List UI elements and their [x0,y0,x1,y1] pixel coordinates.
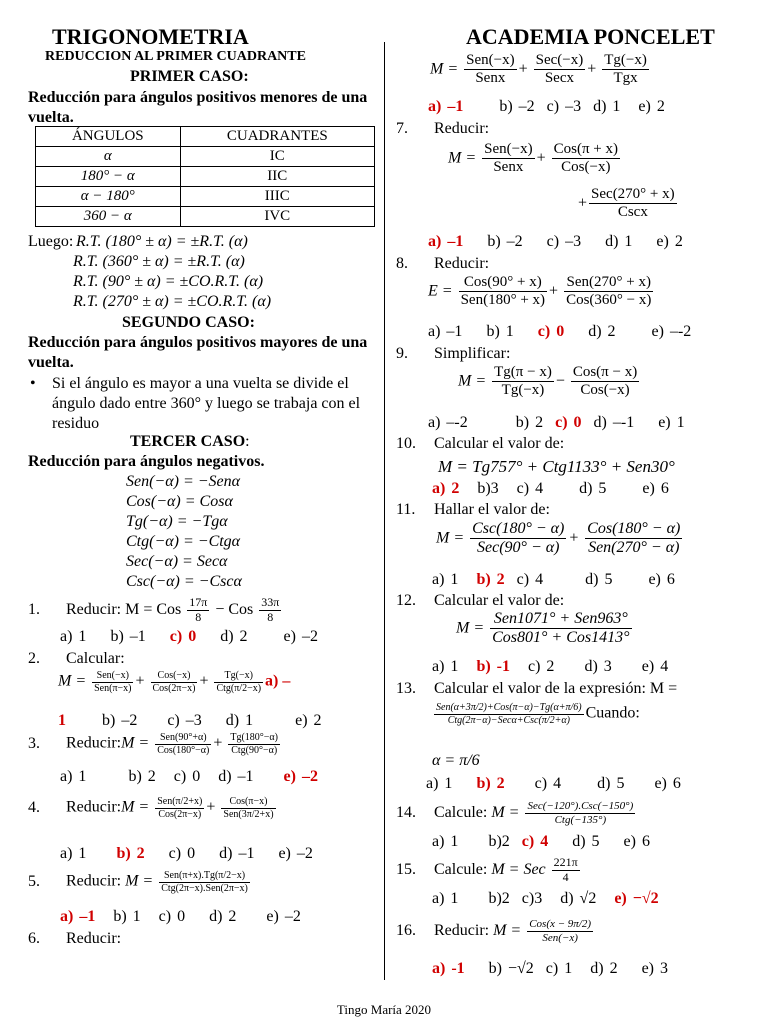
fraction: $\frac{Tg(-x)}{\text{Tgx}}$ [604,52,647,87]
option[interactable]: a) –-2 [428,414,468,431]
option[interactable]: d) 5 [572,833,600,850]
fraction: $\frac{\text{Cos(π − x)}}{\text{Cos(−x)}}$ [572,364,638,399]
problem-11-header [396,501,550,519]
problem-number: 1. [28,600,40,618]
case2-title: SEGUNDO CASO: [122,314,255,331]
option[interactable]: a) 1 [60,768,87,785]
options-13 [426,775,681,793]
option[interactable]: a) 1 [60,628,87,645]
option[interactable]: e) 6 [623,833,650,850]
option[interactable]: b) 2 [515,414,544,431]
option[interactable]: d) 2 [588,323,616,340]
answer[interactable]: c) 4 [521,833,549,850]
fraction: $\frac{\text{Sec(270° + x)}}{\text{Cscx}}$ [591,186,675,221]
fraction: $\frac{\text{Sen(−x)}}{\text{Senx}}$ [466,52,515,87]
problem-number: 15. [396,860,416,878]
option[interactable]: c)3 [521,890,543,907]
option[interactable]: c) –3 [546,98,582,115]
option[interactable]: a) –1 [428,323,463,340]
option[interactable]: b) –2 [499,98,535,115]
options-5 [60,908,301,926]
identity: Cos(−α) = Cosα [126,493,233,510]
lhs: M = [448,149,477,167]
problem-number: 16. [396,921,416,939]
problem-text: Calcular el valor de: [434,592,565,609]
option[interactable]: e) 1 [658,414,685,431]
table-header-row [36,127,375,147]
option[interactable]: e) –2 [278,845,313,862]
problem-15 [396,856,582,885]
rule: R.T. (90° ± α) = ±CO.R.T. (α) [73,273,264,290]
problem-text: Reducir: [66,872,122,890]
problem-number: 6. [28,930,40,947]
problem-text: Reducir: [434,120,490,137]
problem-10-expression: M = Tg757° + Ctg1133° + Sen30° [438,457,675,476]
lhs: E = [428,282,453,300]
answer[interactable]: b) 2 [116,845,145,862]
fraction: $\frac{\text{Cos(π + x)}}{\text{Cos(−x)}}$ [553,141,618,176]
problem-3: 3. Reducir:M = $\frac{\text{Sen(90°+α)}}{\text{Cos(180°−α)}}$ + $\frac{Tg(180^\circ-\alpha)}{\text{Ctg(90°−α)}}$ [28,732,279,756]
problem-10-header [396,435,564,453]
options-14 [432,833,650,851]
table-row [36,187,375,207]
problem-2-header [28,650,125,668]
answer[interactable]: b) 2 [476,775,505,792]
option[interactable]: d) 1 [593,98,621,115]
rule: R.T. (180° ± α) = ±R.T. (α) [76,233,248,250]
case3-colon: : [245,433,250,450]
options-3 [60,768,318,786]
answer[interactable]: c) 0 [555,414,582,431]
option[interactable]: d) 2 [590,960,618,977]
problem-number: 3. [28,734,40,752]
lhs: M = [121,798,150,816]
option[interactable]: e) 4 [641,658,669,675]
case3-description: Reducción para ángulos negativos. [28,453,265,470]
problem-number: 12. [396,592,416,609]
table-header: ÁNGULOS [36,127,181,147]
case2-bullet [30,374,375,434]
bullet-icon: • [30,375,36,392]
case1-description: Reducción para ángulos positivos menores de una vuelta. [28,89,368,126]
case1-title: PRIMER CASO: [130,68,249,85]
option[interactable]: e) 2 [638,98,665,115]
option[interactable]: a) 1 [426,775,453,792]
fraction: $\frac{Tg(-x)}{\text{Ctg(π/2−x)}}$ [216,670,262,694]
option[interactable]: b) 2 [128,768,156,785]
option[interactable]: d) 5 [579,480,607,497]
problem-number: 14. [396,803,416,821]
options-1 [60,628,318,646]
option[interactable]: b)2 [488,833,510,850]
problem-text: Reducir: [66,798,122,816]
subtitle: REDUCCION AL PRIMER CUADRANTE [45,49,306,64]
option[interactable]: a) 1 [432,571,459,588]
options-6 [428,98,665,116]
option[interactable]: c) 0 [158,908,186,925]
fraction: $\frac{\text{Csc(180° − α)}}{\text{Sec(90° − α)}}$ [472,520,565,557]
problem-16 [396,918,595,944]
cuando-label: Cuando: [585,704,640,722]
problem-text: Reducir: [66,930,122,947]
option[interactable]: d) 2 [220,628,248,645]
problem-number: 2. [28,650,40,667]
identity: Sen(−α) = −Senα [126,473,241,490]
fraction: $\frac{Tg(\pi - x)}{Tg(-x)}$ [494,364,552,399]
answer[interactable]: a) 2 [432,480,460,497]
answer[interactable]: e) –2 [283,768,318,785]
problem-text: Calcule: [434,803,488,821]
option[interactable]: e) 3 [641,960,668,977]
problem-text: Calcular: [66,650,125,667]
problem-12-expression [456,610,634,648]
fraction: $\frac{\text{Sen(−x)}}{\text{Senx}}$ [484,141,533,176]
answer[interactable]: e) −√2 [614,890,659,907]
option[interactable]: d) 3 [584,658,612,675]
option[interactable]: b) 1 [113,908,141,925]
problem-8-header [396,255,489,273]
fraction: $\frac{\text{Cos(x − 9π/2)}}{\text{Sen(−x)}}$ [529,918,592,944]
option[interactable]: c) 4 [516,571,544,588]
problem-1 [28,596,283,625]
problem-12-header [396,592,564,610]
fraction: $\frac{33\pi}{8}$ [261,595,280,624]
table-cell: IC [180,147,374,167]
options-4 [60,845,313,863]
problem-text: Reducir: [66,734,122,752]
fraction: $\frac{\text{Cos(π−x)}}{\text{Sen(3π/2+x)}}$ [223,796,274,820]
option[interactable]: e) –2 [283,628,318,645]
problem-13-expression [432,702,640,726]
option[interactable]: e) –2 [266,908,301,925]
column-divider [384,42,385,980]
case2-description: Reducción para ángulos positivos mayores de una vuelta. [28,334,368,371]
problem-text: Simplificar: [434,345,511,362]
answer[interactable]: b) 2 [476,571,505,588]
fraction: $\frac{\text{Sen(90°+α)}}{\text{Cos(180°−α)}}$ [157,732,210,756]
fraction: $\frac{\text{Sec(−x)}}{\text{Secx}}$ [535,52,584,87]
problem-number: 13. [396,680,416,697]
footer: Tingo María 2020 [336,1002,432,1017]
left-column [0,0,380,994]
fraction: $\frac{\text{Sec(−120°).Csc(−150°)}}{\text{Ctg(−135°)}}$ [527,800,634,826]
option[interactable]: e) 6 [648,571,675,588]
fraction: $\frac{221\pi}{4}$ [553,855,578,884]
problem-7-expression-cont: + $\frac{\text{Sec(270° + x)}}{\text{Cscx}}$ [578,186,675,221]
fraction: $\frac{\text{Cos(90° + x)}}{\text{Sen(180° + x)}}$ [460,274,546,309]
problem-text: Calcule: [434,860,488,878]
option[interactable]: e) 2 [295,712,322,729]
option[interactable]: b) –2 [102,712,138,729]
table-cell: α [36,147,181,167]
problem-text: Hallar el valor de: [434,501,550,518]
answer[interactable]: a) –1 [428,233,464,250]
problem-number: 8. [396,255,408,272]
option[interactable]: a) 1 [432,833,459,850]
options-11 [432,571,675,589]
fraction: $\frac{\text{Cos(180° − α)}}{\text{Sen(270° − α)}}$ [587,520,681,557]
problem-6-expression: M = $\frac{\text{Sen(−x)}}{\text{Senx}}$ + $\frac{\text{Sec(−x)}}{\text{Secx}}$ + $\frac{Tg(-x)}{\text{Tgx}}$ [430,52,647,87]
problem-number: 10. [396,435,416,452]
table-row [36,167,375,187]
rule: R.T. (270° ± α) = ±CO.R.T. (α) [73,293,272,310]
fraction: $\frac{Tg(180^\circ-\alpha)}{\text{Ctg(90°−α)}}$ [230,732,279,756]
fraction: $\frac{17\pi}{8}$ [189,595,208,624]
option[interactable]: c) –3 [167,712,202,729]
problem-13-header [396,680,677,698]
options-15 [432,890,659,908]
option[interactable]: b)3 [477,480,499,497]
answer[interactable]: b) -1 [476,658,510,675]
quadrant-table [35,126,375,227]
option[interactable]: d) √2 [560,890,597,907]
option[interactable]: c) 1 [545,960,573,977]
problem-text: Reducir: [434,921,490,939]
problem-6 [28,930,121,948]
table-row [36,147,375,167]
answer[interactable]: a) -1 [432,960,465,977]
answer[interactable]: c) 0 [537,323,565,340]
problem-number: 4. [28,798,40,816]
page-title-left: TRIGONOMETRIA [52,24,249,49]
option[interactable]: b) −√2 [488,960,534,977]
option[interactable]: b) 1 [486,323,514,340]
options-2 [58,712,322,730]
problem-number: 11. [396,501,416,518]
answer[interactable]: a) –1 [60,908,96,925]
problem-9-header [396,345,510,363]
problem-number: 9. [396,345,408,362]
problem-14 [396,800,637,826]
fraction: $\frac{\text{Sen(π/2+x)}}{\text{Cos(2π−x)}}$ [157,796,203,820]
option[interactable]: e) 6 [642,480,669,497]
case3-title: TERCER CASO [130,433,246,450]
option[interactable]: e) 6 [654,775,681,792]
option[interactable]: e) –-2 [651,323,692,340]
option[interactable]: a) 1 [60,845,87,862]
options-8 [428,323,691,341]
identity: Sec(−α) = Secα [126,553,228,570]
problem-7-expression: M = $\frac{\text{Sen(−x)}}{\text{Senx}}$ + $\frac{\text{Cos(π + x)}}{\text{Cos(−x)}}$ [448,141,618,176]
lhs: M = Sec [491,860,546,878]
problem-text: Reducir: [434,255,490,272]
table-cell: IIIC [180,187,374,207]
lhs: M = [436,529,465,547]
answer[interactable]: c) 0 [169,628,197,645]
lhs: M = [430,60,459,78]
option[interactable]: a) 1 [432,658,459,675]
rule: R.T. (360° ± α) = ±R.T. (α) [73,253,245,270]
problem-13-condition: α = π/6 [432,752,480,769]
answer[interactable]: 1 [58,712,66,729]
option[interactable]: c) 0 [173,768,201,785]
lhs: M = [125,872,154,890]
problem-8-expression: E = $\frac{\text{Cos(90° + x)}}{\text{Sen(180° + x)}}$ + $\frac{\text{Sen(270° + x)}}{\text{Cos(360° − x)}}$ [428,274,652,309]
options-9 [428,414,685,432]
identity: Csc(−α) = −Cscα [126,573,242,590]
table-header: CUADRANTES [180,127,374,147]
problem-text: Calcular el valor de: [434,435,565,452]
option[interactable]: c) 4 [534,775,562,792]
option[interactable]: d) –1 [218,768,254,785]
table-cell: IIC [180,167,374,187]
option[interactable]: b) –2 [487,233,523,250]
fraction: $\frac{\text{Sen(−x)}}{\text{Sen(π−x)}}$ [94,670,132,694]
fraction: $\frac{\text{Sen(270° + x)}}{\text{Cos(360° − x)}}$ [566,274,652,309]
problem-2-expression: M = $\frac{\text{Sen(−x)}}{\text{Sen(π−x)}}$ + $\frac{\text{Cos(−x)}}{\text{Cos(2π−x)}}$ + $\frac{Tg(-x)}{\text{Ctg(π/2−x)}}$ a) – [58,670,291,694]
problem-4: 4. Reducir:M = $\frac{\text{Sen(π/2+x)}}{\text{Cos(2π−x)}}$ + $\frac{\text{Cos(π−x)}}{\text{Sen(3π/2+x)}}$ [28,796,274,820]
options-16 [432,960,668,978]
table-cell: 360 − α [36,207,181,227]
luego-label: Luego: [28,233,74,250]
bullet-text: Si el ángulo es mayor a una vuelta se divide el ángulo dado entre 360° y luego se trabaja con el residuo [52,375,361,432]
option[interactable]: d) –-1 [593,414,635,431]
case3-heading [130,433,250,451]
option[interactable]: c) 2 [528,658,555,675]
lhs: M = [491,803,520,821]
answer[interactable]: a) –1 [428,98,464,115]
fraction: $\frac{\text{Sen1071° + Sen963°}}{\text{Cos801° + Cos1413°}}$ [492,610,630,647]
right-column [392,0,762,994]
option[interactable]: d) 2 [209,908,237,925]
option[interactable]: e) 2 [656,233,683,250]
problem-text: − Cos [215,600,254,618]
problem-text: Reducir: M = Cos [66,600,182,618]
table-cell: 180° − α [36,167,181,187]
problem-7-header [396,120,489,138]
fraction: $\frac{\text{Sen(α+3π/2)+Cos(π−α)−Tg(α+π/6)}}{\text{Ctg(2π−α)−Secα+Csc(π/2+α)}}$ [436,702,582,726]
option[interactable]: c) 4 [516,480,544,497]
option[interactable]: c) 0 [168,845,196,862]
problem-number: 5. [28,872,40,890]
page-title-right: ACADEMIA PONCELET [466,24,715,49]
identity: Ctg(−α) = −Ctgα [126,533,241,550]
problem-9-expression: M = $\frac{Tg(\pi - x)}{Tg(-x)}$ − $\frac{\text{Cos(π − x)}}{\text{Cos(−x)}}$ [458,364,638,399]
lhs: M = [458,372,487,390]
fraction: $\frac{\text{Sen(π+x).Tg(π/2−x)}}{\text{Ctg(2π−x).Sen(2π−x)}}$ [161,870,248,894]
option[interactable]: d) 5 [585,571,613,588]
option[interactable]: b) –1 [110,628,146,645]
options-12 [432,658,668,676]
table-row [36,207,375,227]
problem-11-expression: M = $\frac{\text{Csc(180° − α)}}{\text{Sec(90° − α)}}$ + $\frac{\text{Cos(180° − α)}}{\text{Sen(270° − α)}}$ [436,520,681,557]
problem-text: Calcular el valor de la expresión: M = [434,680,678,697]
identity: Tg(−α) = −Tgα [126,513,228,530]
options-7 [428,233,683,251]
option[interactable]: d) –1 [219,845,255,862]
fraction: $\frac{\text{Cos(−x)}}{\text{Cos(2π−x)}}$ [152,670,196,694]
option[interactable]: b)2 [488,890,510,907]
problem-5 [28,870,252,894]
problem-number: 7. [396,120,408,137]
options-10 [432,480,669,498]
lhs: M = [58,672,87,690]
table-cell: α − 180° [36,187,181,207]
lhs: M = [121,734,150,752]
table-cell: IVC [180,207,374,227]
option[interactable]: c) –3 [546,233,582,250]
lhs: M = [456,619,485,637]
option[interactable]: a) 1 [432,890,459,907]
option[interactable]: d) 1 [225,712,254,729]
option[interactable]: d) 1 [605,233,633,250]
answer[interactable]: a) – [265,672,291,690]
lhs: M = [493,921,522,939]
option[interactable]: d) 5 [597,775,625,792]
